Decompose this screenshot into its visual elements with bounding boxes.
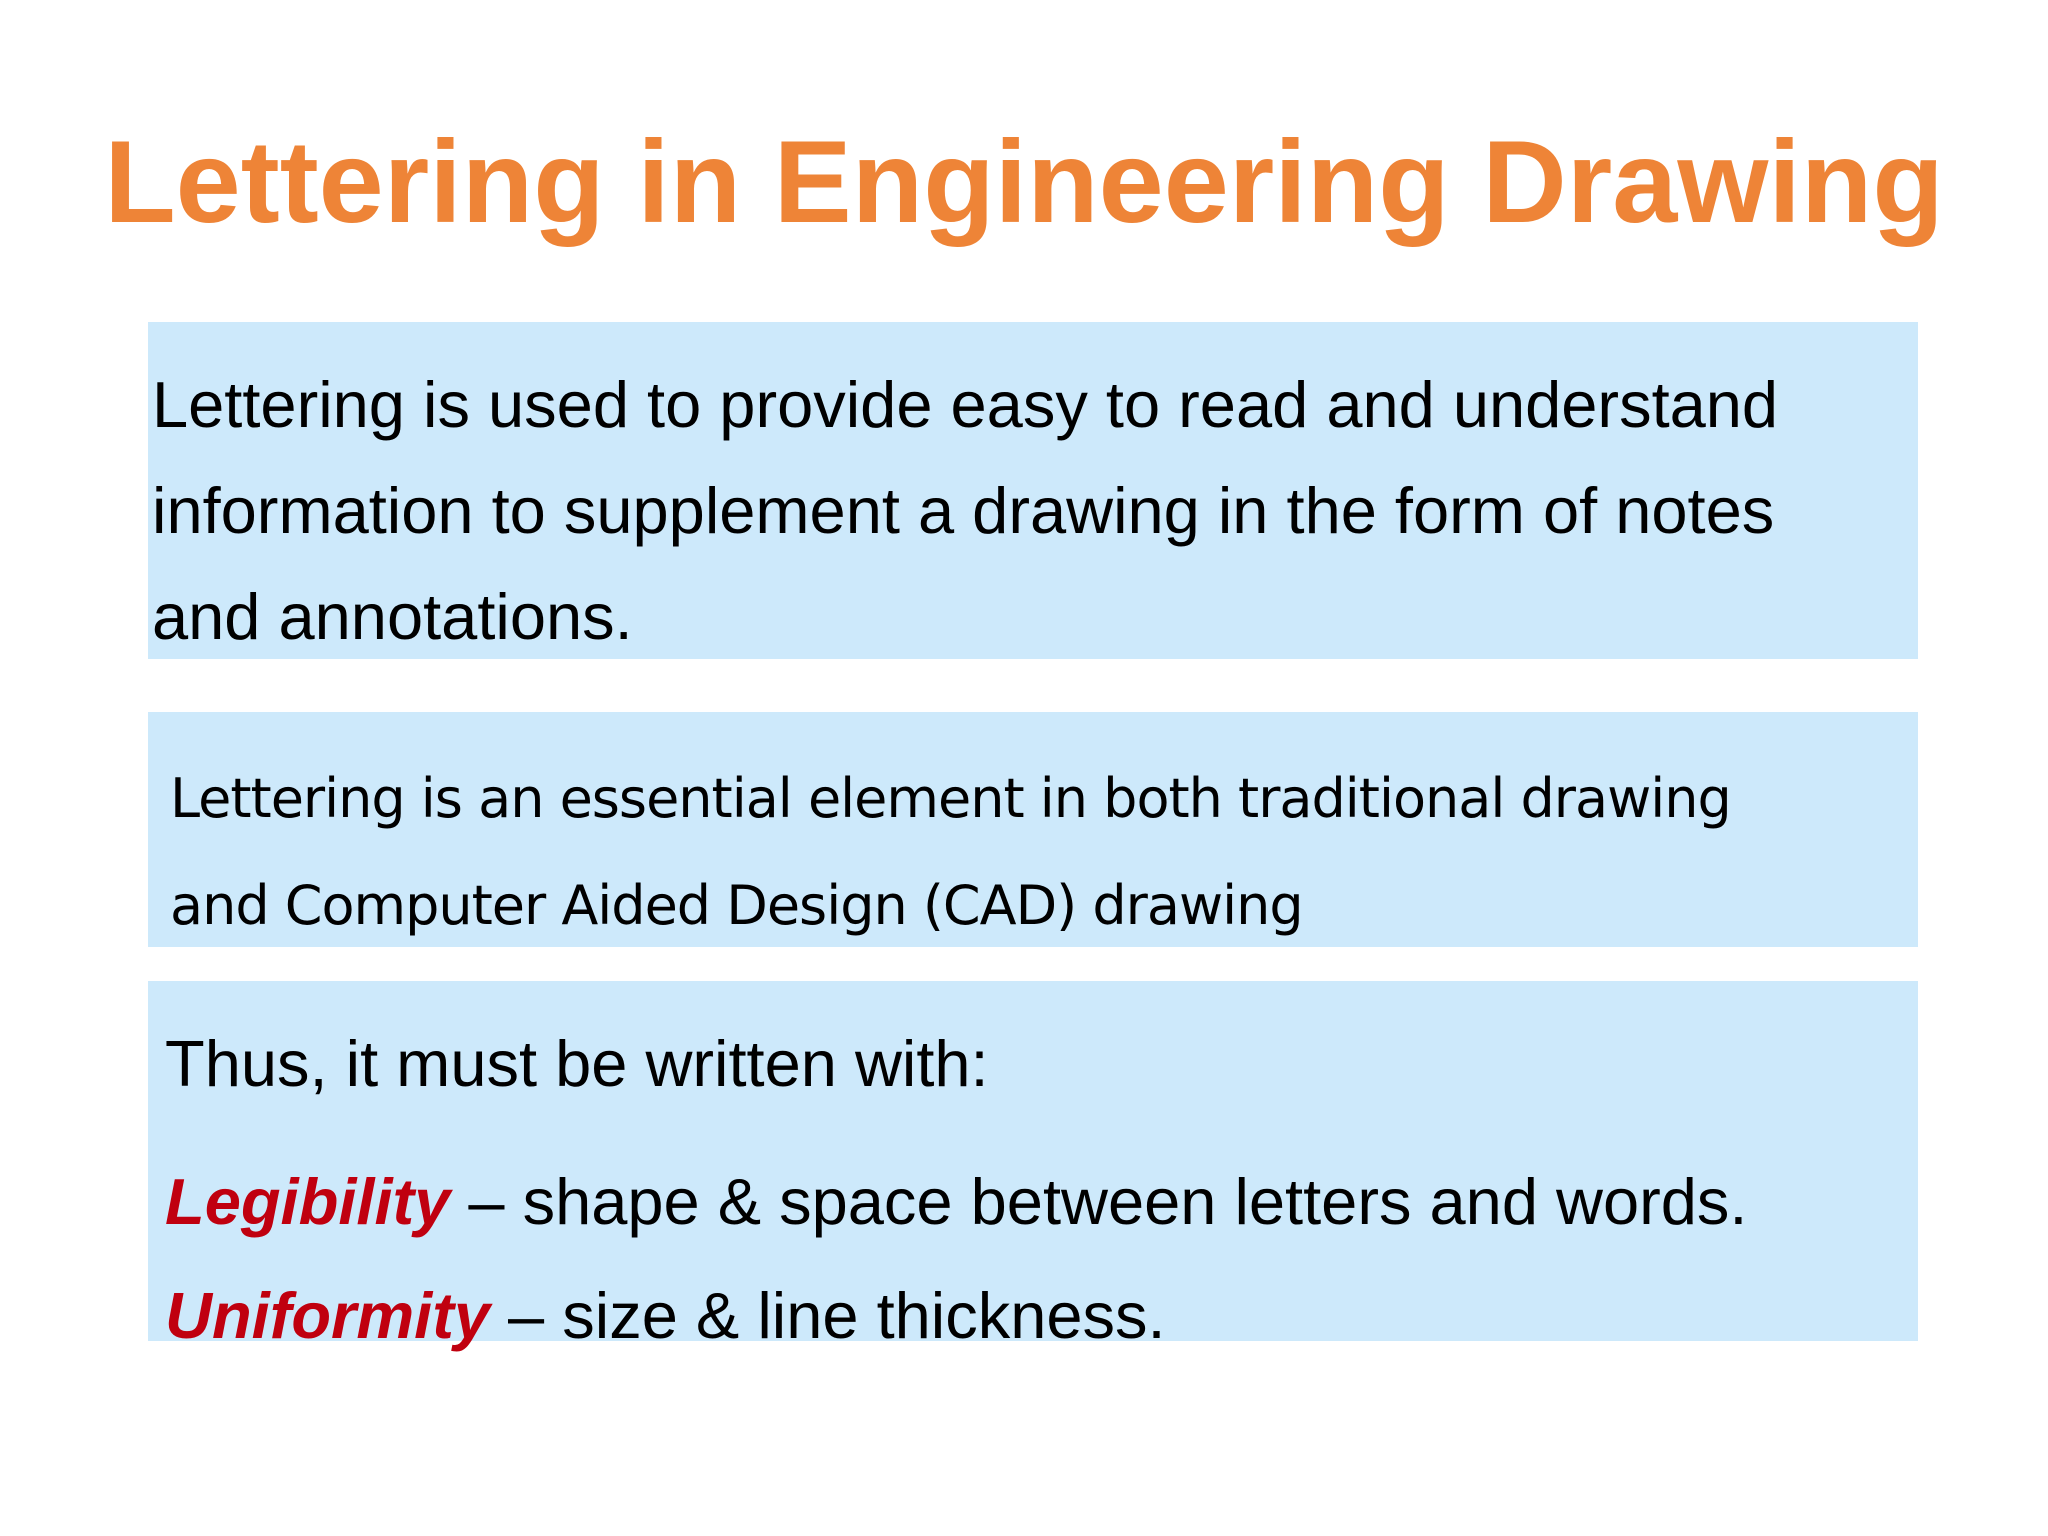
definition-line: information to supplement a drawing in the form of notes <box>152 474 1775 547</box>
definition-line: Lettering is used to provide easy to read and understand <box>152 368 1779 441</box>
requirement-item <box>165 1145 1910 1259</box>
requirements-text <box>165 1021 1910 1373</box>
importance-line: and Computer Aided Design (CAD) drawing <box>170 874 1303 937</box>
definition-text <box>152 352 1912 670</box>
requirement-term: Legibility <box>165 1165 451 1238</box>
definition-line: and annotations. <box>152 580 633 653</box>
requirement-item <box>165 1259 1910 1373</box>
slide-title: Lettering in Engineering Drawing <box>104 116 1944 247</box>
importance-box <box>148 712 1918 947</box>
requirement-term: Uniformity <box>165 1279 490 1352</box>
requirements-box <box>148 981 1918 1352</box>
importance-line: Lettering is an essential element in both traditional drawing <box>170 767 1731 830</box>
importance-text <box>170 745 1910 959</box>
requirement-description: – size & line thickness. <box>490 1279 1166 1352</box>
definition-box <box>148 322 1918 659</box>
requirement-description: – shape & space between letters and words. <box>450 1165 1748 1238</box>
requirements-intro: Thus, it must be written with: <box>165 1027 989 1100</box>
